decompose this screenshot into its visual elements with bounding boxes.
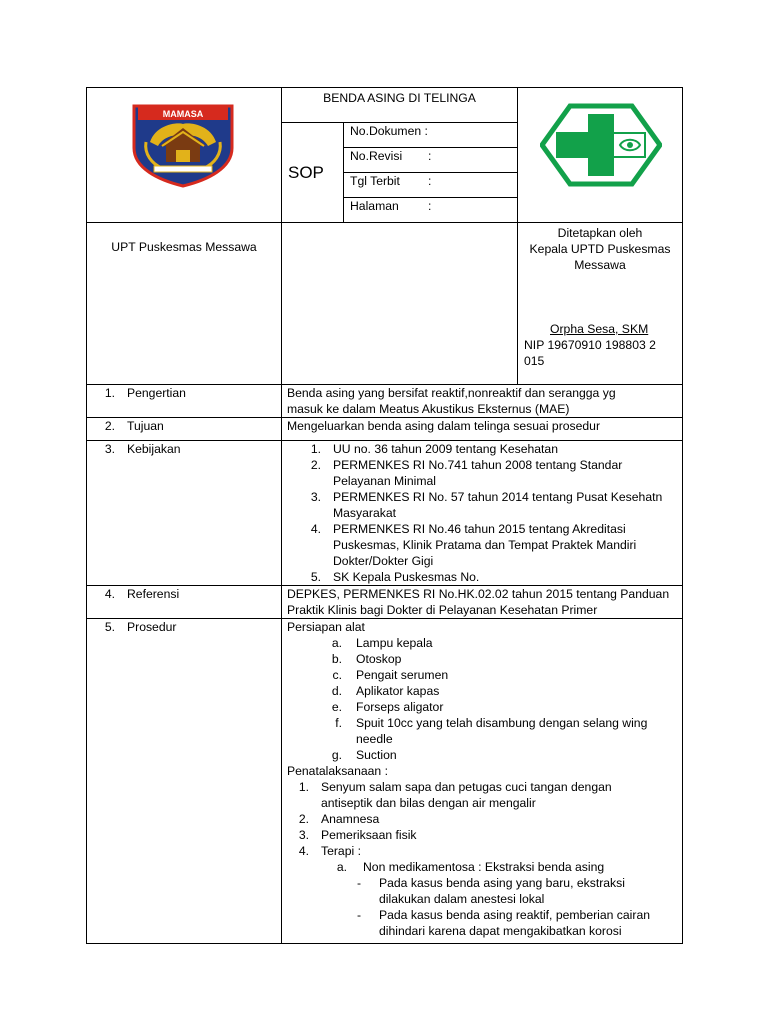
row-pengertian: [87, 385, 683, 418]
list-item: 5. SK Kepala Puskesmas No.: [310, 570, 480, 584]
list-item: b. Otoskop: [331, 652, 402, 666]
sop-document: [86, 87, 682, 944]
list-item: f. Spuit 10cc yang telah disambung dengan selang wing needle: [335, 716, 648, 746]
approval-block: [518, 223, 683, 385]
section-label: 5. Prosedur: [87, 619, 282, 944]
row-kebijakan: [87, 441, 683, 586]
list-item: 4. Terapi :: [298, 844, 361, 858]
sop-label: SOP: [282, 123, 344, 223]
tujuan-content: Mengeluarkan benda asing dalam telinga sesuai prosedur: [282, 418, 683, 441]
approver-nip-cont: 015: [524, 354, 545, 368]
section-label: 4. Referensi: [87, 586, 282, 619]
organization-name: UPT Puskesmas Messawa: [87, 223, 282, 385]
pengertian-content: Benda asing yang bersifat reaktif,nonreaktif dan serangga yg masuk ke dalam Meatus Akustikus Eksternus (MAE): [282, 385, 683, 418]
row-tujuan: [87, 418, 683, 441]
prosedur-content: [282, 619, 683, 944]
penatalaksanaan-heading: Penatalaksanaan :: [287, 764, 388, 778]
list-item: d. Aplikator kapas: [331, 684, 440, 698]
list-item: 2. PERMENKES RI No.741 tahun 2008 tentang Standar Pelayanan Minimal: [310, 458, 623, 488]
approval-line-2: Kepala UPTD Puskesmas: [529, 242, 671, 256]
list-item: 3. Pemeriksaan fisik: [298, 828, 417, 842]
header-table: [86, 87, 683, 385]
persiapan-heading: Persiapan alat: [287, 620, 365, 634]
field-no-dokumen: No.Dokumen :: [344, 123, 517, 148]
list-item: c. Pengait serumen: [332, 668, 449, 682]
list-item: 4. PERMENKES RI No.46 tahun 2015 tentang Akreditasi Puskesmas, Klinik Pratama dan Tempat Praktek Mandiri Dokter/Dokter Gigi: [310, 522, 637, 568]
approval-line-1: Ditetapkan oleh: [557, 226, 643, 240]
row-referensi: [87, 586, 683, 619]
list-item: 3. PERMENKES RI No. 57 tahun 2014 tentang Pusat Kesehatn Masyarakat: [310, 490, 663, 520]
list-item: g. Suction: [331, 748, 397, 762]
svg-text:MAMASA: MAMASA: [162, 109, 204, 119]
list-item: 1. Senyum salam sapa dan petugas cuci tangan dengan antiseptik dan bilas dengan air mengalir: [298, 780, 612, 810]
content-table: [86, 384, 683, 944]
regency-logo-cell: [87, 88, 282, 223]
approver-nip: NIP 19670910 198803 2: [524, 338, 656, 352]
document-fields: [344, 123, 518, 223]
field-no-revisi: No.Revisi :: [344, 148, 517, 173]
row-prosedur: [87, 619, 683, 944]
puskesmas-cross-logo: [540, 102, 662, 188]
approver-name: Orpha Sesa, SKM: [550, 322, 649, 336]
document-title: BENDA ASING DI TELINGA: [282, 88, 518, 123]
approval-line-3: Messawa: [574, 258, 626, 272]
section-label: 2. Tujuan: [87, 418, 282, 441]
list-item: - Pada kasus benda asing reaktif, pemberian cairan dihindari karena dapat mengakibatkan korosi: [356, 908, 650, 938]
field-tgl-terbit: Tgl Terbit :: [344, 173, 517, 198]
blank-cell: [282, 223, 518, 385]
section-label: 1. Pengertian: [87, 385, 282, 418]
puskesmas-logo-cell: [518, 88, 683, 223]
list-item: a. Non medikamentosa : Ekstraksi benda asing: [336, 860, 605, 874]
list-item: a. Lampu kepala: [331, 636, 433, 650]
mamasa-regency-emblem: [128, 102, 238, 188]
referensi-content: DEPKES, PERMENKES RI No.HK.02.02 tahun 2015 tentang Panduan Praktik Klinis bagi Dokter di Pelayanan Kesehatan Primer: [282, 586, 683, 619]
list-item: 1. UU no. 36 tahun 2009 tentang Kesehatan: [310, 442, 558, 456]
list-item: e. Forseps aligator: [331, 700, 444, 714]
kebijakan-content: [282, 441, 683, 586]
list-item: 2. Anamnesa: [298, 812, 380, 826]
field-halaman: Halaman :: [350, 199, 432, 213]
section-label: 3. Kebijakan: [87, 441, 282, 586]
list-item: - Pada kasus benda asing yang baru, ekstraksi dilakukan dalam anestesi lokal: [356, 876, 625, 906]
